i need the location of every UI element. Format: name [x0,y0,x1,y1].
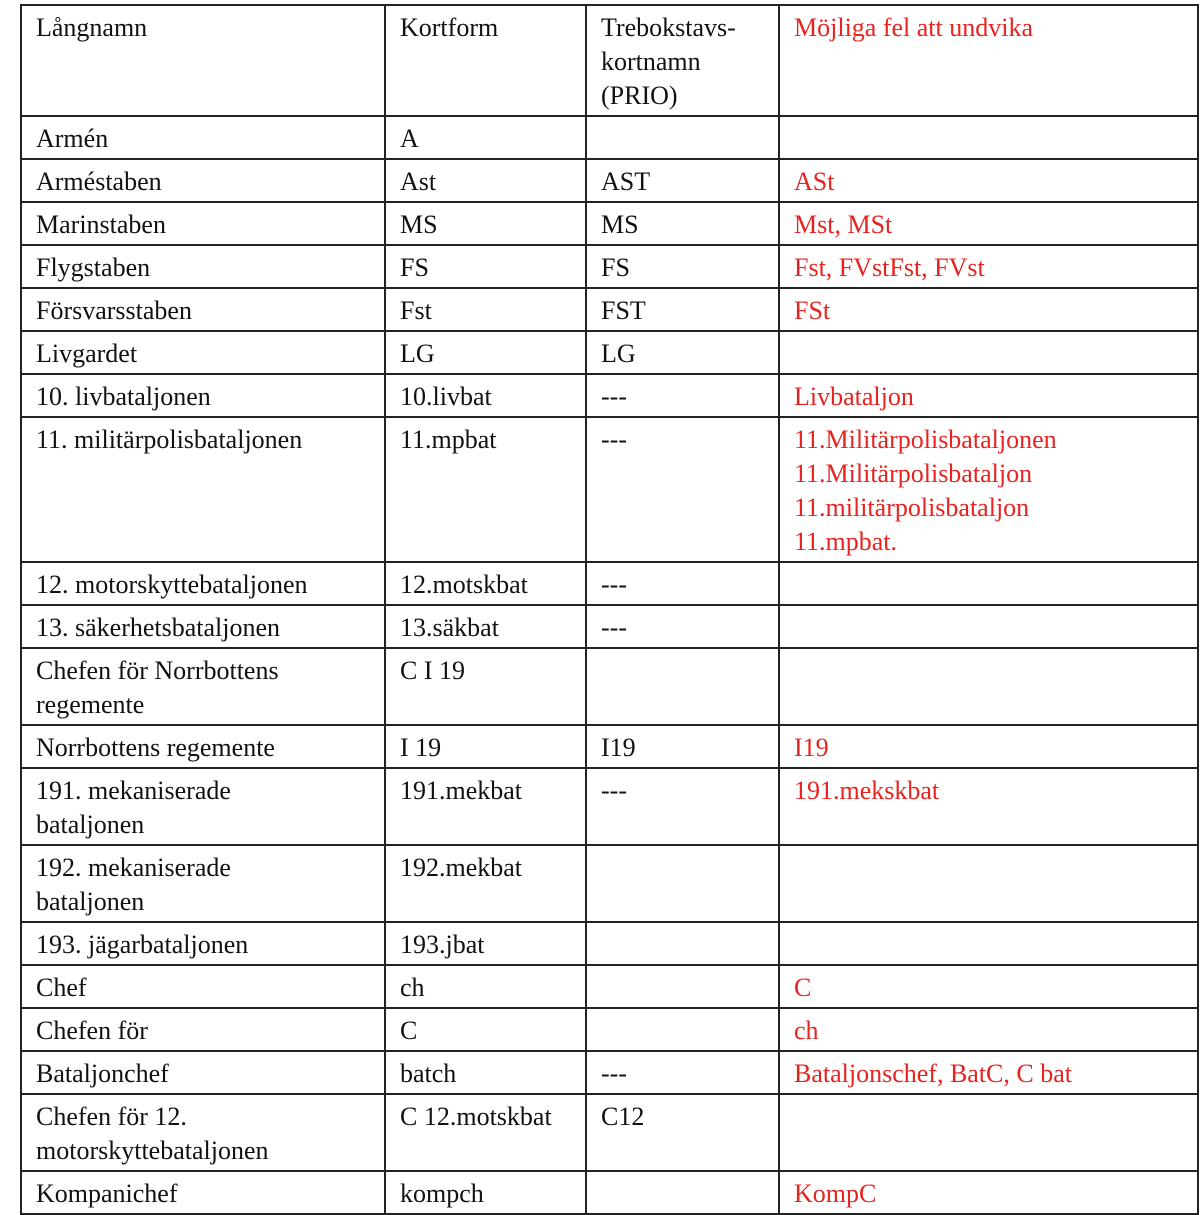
cell-long-name: 191. mekaniserade bataljonen [21,768,385,845]
cell-long-name: Chefen för [21,1008,385,1051]
cell-long-name: 13. säkerhetsbataljonen [21,605,385,648]
cell-long-name: 193. jägarbataljonen [21,922,385,965]
cell-long-name: Arméstaben [21,159,385,202]
cell-long-name: Chefen för Norrbottens regemente [21,648,385,725]
table-row [21,605,1198,648]
cell-long-name: Norrbottens regemente [21,725,385,768]
cell-error-to-avoid: ch [779,1008,1198,1051]
cell-error-to-avoid [779,331,1198,374]
header-errors-to-avoid: Möjliga fel att undvika [779,5,1198,116]
cell-short-form: MS [385,202,586,245]
cell-error-to-avoid: Fst, FVstFst, FVst [779,245,1198,288]
cell-error-to-avoid: ASt [779,159,1198,202]
cell-three-letter-name: C12 [586,1094,779,1171]
table-row [21,288,1198,331]
cell-long-name: Bataljonchef [21,1051,385,1094]
cell-short-form: A [385,116,586,159]
cell-three-letter-name: --- [586,605,779,648]
cell-three-letter-name [586,648,779,725]
abbreviation-table [20,4,1199,1215]
cell-error-to-avoid [779,605,1198,648]
cell-error-to-avoid: KompC [779,1171,1198,1214]
table-row [21,159,1198,202]
cell-short-form: 191.mekbat [385,768,586,845]
table-row [21,562,1198,605]
cell-long-name: Kompanichef [21,1171,385,1214]
table-row [21,725,1198,768]
cell-long-name: Livgardet [21,331,385,374]
cell-short-form: I 19 [385,725,586,768]
cell-three-letter-name: --- [586,374,779,417]
table-row [21,1051,1198,1094]
cell-error-to-avoid [779,648,1198,725]
table-row [21,768,1198,845]
header-long-name: Långnamn [21,5,385,116]
table-row [21,374,1198,417]
cell-three-letter-name: --- [586,562,779,605]
cell-three-letter-name: FS [586,245,779,288]
cell-error-to-avoid: Mst, MSt [779,202,1198,245]
cell-error-to-avoid: C [779,965,1198,1008]
table-row [21,965,1198,1008]
cell-error-to-avoid: Bataljonschef, BatC, C bat [779,1051,1198,1094]
cell-long-name: Flygstaben [21,245,385,288]
cell-long-name: 11. militärpolisbataljonen [21,417,385,562]
cell-error-to-avoid: I19 [779,725,1198,768]
cell-short-form: kompch [385,1171,586,1214]
header-short-form: Kortform [385,5,586,116]
cell-three-letter-name [586,845,779,922]
cell-three-letter-name: LG [586,331,779,374]
cell-long-name: Marinstaben [21,202,385,245]
cell-error-to-avoid [779,922,1198,965]
cell-short-form: LG [385,331,586,374]
table-row [21,202,1198,245]
table-row [21,1094,1198,1171]
cell-short-form: C 12.motskbat [385,1094,586,1171]
table-row [21,648,1198,725]
cell-error-to-avoid [779,1094,1198,1171]
cell-short-form: 13.säkbat [385,605,586,648]
cell-error-to-avoid: 11.Militärpolisbataljonen 11.Militärpolisbataljon 11.militärpolisbataljon 11.mpbat. [779,417,1198,562]
header-row [21,5,1198,116]
cell-three-letter-name [586,965,779,1008]
cell-three-letter-name: --- [586,768,779,845]
cell-three-letter-name: --- [586,417,779,562]
cell-short-form: batch [385,1051,586,1094]
cell-three-letter-name: --- [586,1051,779,1094]
cell-long-name: Chefen för 12. motorskyttebataljonen [21,1094,385,1171]
cell-short-form: 193.jbat [385,922,586,965]
cell-long-name: 192. mekaniserade bataljonen [21,845,385,922]
cell-long-name: Chef [21,965,385,1008]
table-row [21,116,1198,159]
cell-error-to-avoid: Livbataljon [779,374,1198,417]
cell-short-form: C [385,1008,586,1051]
table-row [21,417,1198,562]
cell-long-name: 10. livbataljonen [21,374,385,417]
cell-three-letter-name: MS [586,202,779,245]
table-row [21,922,1198,965]
cell-short-form: C I 19 [385,648,586,725]
cell-short-form: FS [385,245,586,288]
table-row [21,845,1198,922]
cell-error-to-avoid: 191.mekskbat [779,768,1198,845]
cell-long-name: 12. motorskyttebataljonen [21,562,385,605]
cell-error-to-avoid [779,562,1198,605]
cell-three-letter-name: FST [586,288,779,331]
cell-three-letter-name: I19 [586,725,779,768]
cell-short-form: 192.mekbat [385,845,586,922]
cell-short-form: 10.livbat [385,374,586,417]
cell-three-letter-name [586,1171,779,1214]
table-body [21,5,1198,1214]
table-row [21,331,1198,374]
cell-long-name: Armén [21,116,385,159]
cell-three-letter-name: AST [586,159,779,202]
header-three-letter-name: Trebokstavs- kortnamn (PRIO) [586,5,779,116]
cell-short-form: Ast [385,159,586,202]
cell-long-name: Försvarsstaben [21,288,385,331]
cell-short-form: 11.mpbat [385,417,586,562]
cell-short-form: 12.motskbat [385,562,586,605]
cell-error-to-avoid: FSt [779,288,1198,331]
cell-short-form: ch [385,965,586,1008]
table-row [21,1171,1198,1214]
cell-three-letter-name [586,116,779,159]
cell-three-letter-name [586,922,779,965]
cell-error-to-avoid [779,845,1198,922]
cell-error-to-avoid [779,116,1198,159]
cell-short-form: Fst [385,288,586,331]
table-row [21,245,1198,288]
